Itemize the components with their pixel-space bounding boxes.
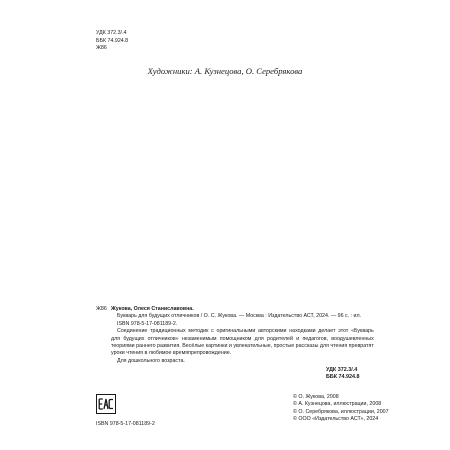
udc-code: УДК 372.3/.4 [326, 367, 358, 373]
udc-code: УДК 372.3/.4 [96, 30, 127, 36]
classification-codes-bottom [326, 367, 360, 382]
copyright-block [293, 394, 389, 424]
classification-codes-top [96, 30, 128, 53]
catalog-title-line: Букварь для будущих отличников / О. С. Жукова. — Москва : Издательство АСТ, 2024. — 96 с. : ил. [117, 313, 362, 320]
bbk-code: ББК 74.924.8 [326, 374, 360, 381]
catalog-annotation-line: Соединение традиционных методик с оригинальными авторскими находками делает этот «Букварь [117, 328, 374, 335]
bbk-code: ББК 74.924.8 [96, 37, 129, 44]
illustrators-credit: Художники: А. Кузнецова, О. Серебрякова [147, 66, 303, 76]
eac-conformity-mark-icon [96, 394, 116, 414]
catalog-age-rating: Для дошкольного возраста. [117, 357, 185, 364]
catalog-isbn: ISBN 978-5-17-081189-2. [117, 320, 178, 327]
isbn-bottom: ISBN 978-5-17-081189-2 [96, 421, 155, 427]
catalog-author-sign: Ж86 [96, 306, 107, 312]
catalog-annotation-line: уроки чтения в любимое времяпрепровождение. [111, 350, 232, 357]
copyright-line: © ООО «Издательство АСТ», 2024 [293, 416, 379, 423]
library-catalog-card [96, 306, 374, 365]
copyright-line: © О. Серебрякова, иллюстрации, 2007 [293, 408, 389, 415]
author-sign: Ж86 [96, 45, 107, 52]
catalog-author: Жукова, Олеся Станиславовна. [111, 306, 194, 312]
copyright-line: © О. Жукова, 2008 [293, 394, 339, 400]
copyright-line: © А. Кузнецова, иллюстрации, 2008 [293, 401, 382, 408]
catalog-annotation-line: теориями раннего развития. Весёлые картинки и увлекательные, простые рассказы для чтения превратят [111, 343, 374, 350]
catalog-annotation-line: для будущих отличников» незаменимым помощником для родителей и педагогов, воодушевленных [111, 335, 374, 342]
